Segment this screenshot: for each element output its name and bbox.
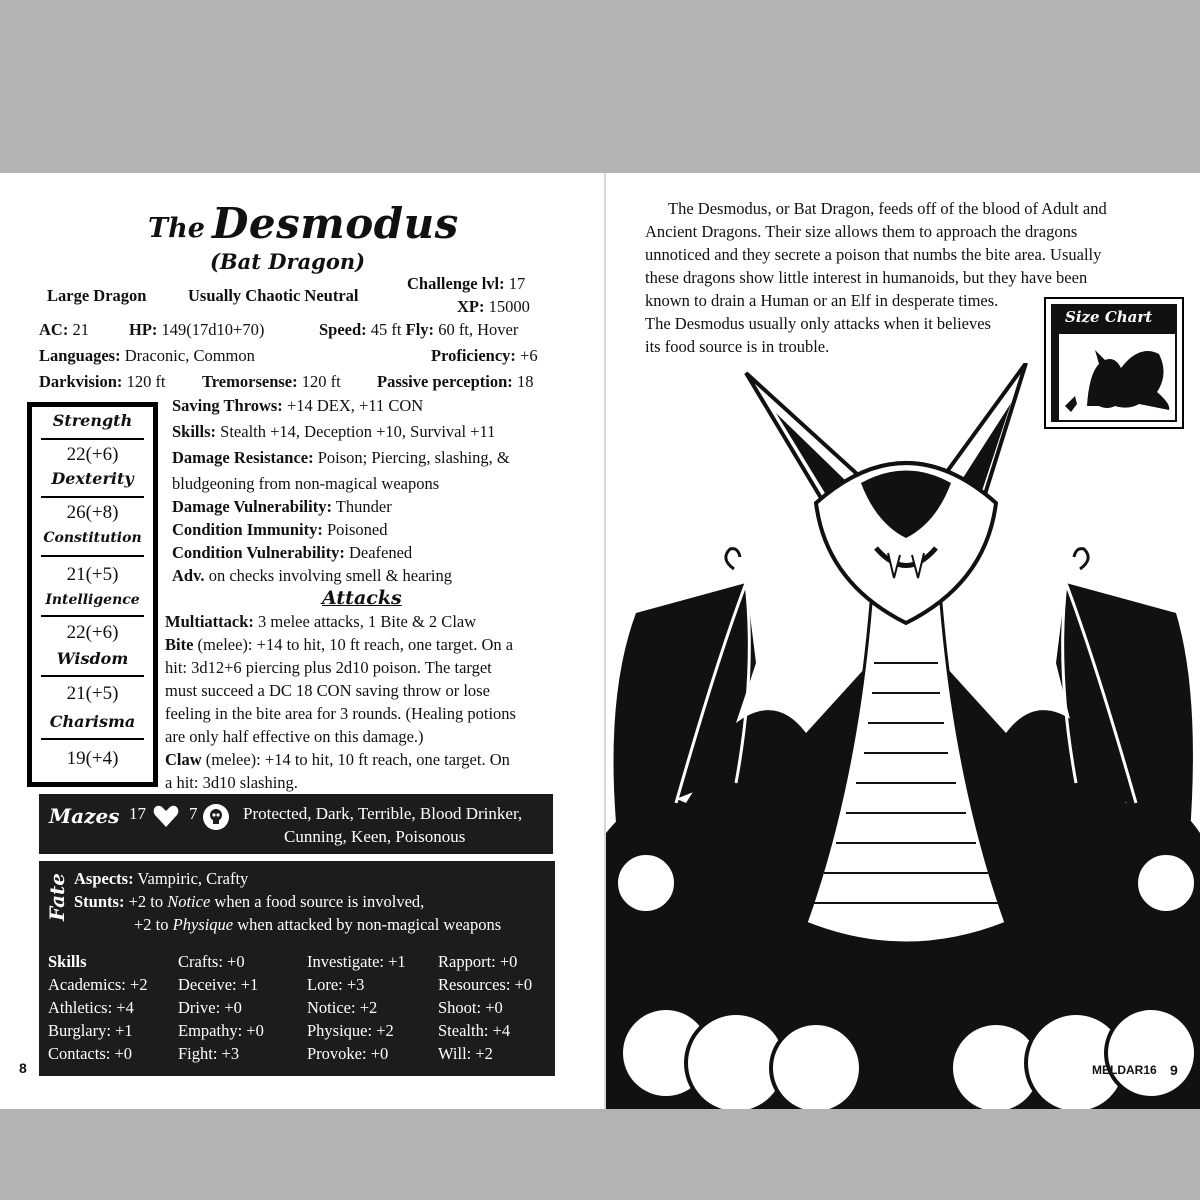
ability-scores-box: [27, 402, 158, 787]
ability-label-charisma: Charisma: [49, 712, 136, 731]
bat-dragon-illustration: [606, 363, 1200, 1109]
claw-label: Claw: [165, 750, 202, 769]
aspects-value: Vampiric, Crafty: [137, 869, 249, 888]
bite-label: Bite: [165, 635, 194, 654]
subtitle: (Bat Dragon): [210, 249, 366, 274]
darkvision-value: 120 ft: [126, 372, 166, 391]
divider: [41, 555, 144, 557]
cond-immunity-value: Poisoned: [326, 520, 388, 539]
mazes-panel: [39, 794, 553, 854]
stunt-line-2: [134, 915, 501, 935]
illustrator-signature: MELDAR16: [1092, 1063, 1157, 1077]
passive-value: 18: [516, 372, 534, 391]
stunt1-em: Notice: [167, 892, 211, 911]
fate-skill: Investigate: +1: [307, 952, 406, 971]
darkvision-line: [39, 371, 166, 393]
fate-skill: Deceive: +1: [178, 975, 259, 994]
title-prefix: The: [148, 213, 205, 244]
hp-value: 149(17d10+70): [161, 320, 265, 339]
languages-value: Draconic, Common: [124, 346, 255, 365]
vulnerability-label: Damage Vulnerability:: [172, 497, 332, 516]
mazes-skulls-value: 7: [189, 804, 198, 823]
ability-label-strength: Strength: [52, 411, 133, 430]
tremorsense-label: Tremorsense:: [202, 372, 298, 391]
fate-skill: Physique: +2: [307, 1021, 394, 1040]
bite-line-2: hit: 3d12+6 piercing plus 2d10 poison. The target: [165, 658, 492, 677]
fate-skill: Resources: +0: [438, 975, 533, 994]
bite-line-3: must succeed a DC 18 CON saving throw or lose: [165, 681, 490, 700]
page-title: Desmodus: [212, 199, 459, 248]
advantage: [172, 565, 452, 587]
fate-skill: Academics: +2: [48, 975, 148, 994]
description-line: Ancient Dragons. Their size allows them to approach the dragons: [645, 222, 1078, 241]
bite-line-1: [165, 634, 513, 656]
ability-label-constitution: Constitution: [43, 530, 142, 546]
fate-skill: Lore: +3: [307, 975, 365, 994]
tremorsense-value: 120 ft: [301, 372, 341, 391]
mazes-traits-line-2: Cunning, Keen, Poisonous: [284, 827, 466, 846]
challenge-label: Challenge lvl:: [407, 274, 505, 293]
divider: [41, 675, 144, 677]
fate-skill: Crafts: +0: [178, 952, 245, 971]
page-number-right: 9: [1170, 1062, 1178, 1078]
xp-label: XP:: [457, 297, 485, 316]
mazes-hearts-value: 17: [129, 804, 146, 823]
multiattack-label: Multiattack:: [165, 612, 254, 631]
ac-label: AC:: [39, 320, 69, 339]
fate-skill: Notice: +2: [307, 998, 378, 1017]
stunt1-post: when a food source is involved,: [214, 892, 425, 911]
fate-panel: [39, 861, 555, 1076]
ability-label-dexterity: Dexterity: [51, 469, 134, 488]
divider: [41, 438, 144, 440]
challenge-value: 17: [508, 274, 526, 293]
passive-label: Passive perception:: [377, 372, 513, 391]
resistance-value: Poison; Piercing, slashing, &: [317, 448, 510, 467]
stunt2-post: when attacked by non-magical weapons: [237, 915, 502, 934]
cond-vuln-label: Condition Vulnerability:: [172, 543, 345, 562]
multiattack: [165, 611, 476, 633]
heart-icon: [153, 804, 179, 828]
fate-skill: Athletics: +4: [48, 998, 134, 1017]
size-chart-label: Size Chart: [1065, 308, 1153, 326]
fate-skill: Rapport: +0: [438, 952, 518, 971]
bite-line-4: feeling in the bite area for 3 rounds. (Healing potions: [165, 704, 516, 723]
mazes-label: Mazes: [49, 804, 120, 828]
fate-skill: Will: +2: [438, 1044, 493, 1063]
aspects-line: [74, 869, 248, 889]
fly-value: 60 ft, Hover: [438, 320, 519, 339]
vulnerability-value: Thunder: [335, 497, 392, 516]
proficiency-line: [431, 345, 538, 367]
skills-value: Stealth +14, Deception +10, Survival +11: [220, 422, 496, 441]
bite-text: (melee): +14 to hit, 10 ft reach, one target. On a: [197, 635, 514, 654]
book-spread: [0, 173, 1200, 1109]
description-line: known to drain a Human or an Elf in desperate times.: [645, 291, 999, 310]
attacks-heading: Attacks: [322, 587, 402, 609]
languages-label: Languages:: [39, 346, 121, 365]
xp-line: [457, 296, 530, 318]
tremorsense-line: [202, 371, 341, 393]
ability-label-intelligence: Intelligence: [45, 592, 140, 608]
size-type: Large Dragon: [47, 286, 147, 305]
proficiency-label: Proficiency:: [431, 346, 516, 365]
fly-label: Fly:: [405, 320, 435, 339]
description-line: unnoticed and they secrete a poison that numbs the bite area. Usually: [645, 245, 1102, 264]
challenge-line: [407, 273, 525, 295]
xp-value: 15000: [488, 297, 530, 316]
claw-line-1: [165, 749, 510, 771]
condition-immunity: [172, 519, 387, 541]
speed-line: [319, 319, 518, 341]
fate-skill: Stealth: +4: [438, 1021, 511, 1040]
adv-value: on checks involving smell & hearing: [208, 566, 453, 585]
damage-resistance-continued: bludgeoning from non-magical weapons: [172, 474, 440, 493]
fate-skill: Provoke: +0: [307, 1044, 389, 1063]
bite-line-5: are only half effective on this damage.): [165, 727, 424, 746]
stunt1-pre: +2 to: [128, 892, 164, 911]
stunts-label: Stunts:: [74, 892, 125, 911]
divider: [41, 738, 144, 740]
ability-value-charisma: 19(+4): [66, 748, 119, 769]
claw-line-2: a hit: 3d10 slashing.: [165, 773, 298, 792]
condition-vulnerability: [172, 542, 412, 564]
skills-label: Skills:: [172, 422, 217, 441]
divider: [41, 496, 144, 498]
cond-immunity-label: Condition Immunity:: [172, 520, 323, 539]
multiattack-value: 3 melee attacks, 1 Bite & 2 Claw: [258, 612, 477, 631]
skills: [172, 421, 495, 443]
fate-skill: Drive: +0: [178, 998, 242, 1017]
description-line: The Desmodus, or Bat Dragon, feeds off of the blood of Adult and: [668, 199, 1107, 218]
stunt-line-1: [74, 892, 424, 912]
stunt2-em: Physique: [172, 915, 234, 934]
saving-throws: [172, 395, 423, 417]
ac-line: [39, 319, 89, 341]
description-line: The Desmodus usually only attacks when it believes: [645, 314, 991, 333]
hp-label: HP:: [129, 320, 158, 339]
passive-line: [377, 371, 533, 393]
ability-value-strength: 22(+6): [66, 444, 119, 465]
alignment: Usually Chaotic Neutral: [188, 286, 359, 305]
divider: [41, 615, 144, 617]
fate-skill: Fight: +3: [178, 1044, 240, 1063]
skull-icon: [203, 804, 229, 830]
hp-line: [129, 319, 264, 341]
saving-label: Saving Throws:: [172, 396, 283, 415]
damage-vulnerability: [172, 496, 392, 518]
description-line: its food source is in trouble.: [645, 337, 830, 356]
adv-label: Adv.: [172, 566, 205, 585]
fate-skill: Burglary: +1: [48, 1021, 133, 1040]
speed-value: 45 ft: [370, 320, 402, 339]
description-line: these dragons show little interest in humanoids, but they have been: [645, 268, 1088, 287]
cond-vuln-value: Deafened: [348, 543, 413, 562]
fate-skill: Empathy: +0: [178, 1021, 264, 1040]
ability-value-intelligence: 22(+6): [66, 622, 119, 643]
ability-label-wisdom: Wisdom: [56, 649, 129, 668]
fate-label: Fate: [45, 872, 70, 922]
aspects-label: Aspects:: [74, 869, 134, 888]
proficiency-value: +6: [520, 346, 538, 365]
fate-skills-header: Skills: [48, 952, 87, 971]
saving-value: +14 DEX, +11 CON: [286, 396, 424, 415]
darkvision-label: Darkvision:: [39, 372, 123, 391]
claw-text: (melee): +14 to hit, 10 ft reach, one target. On: [205, 750, 510, 769]
languages-line: [39, 345, 255, 367]
size-chart: [1046, 299, 1182, 427]
ability-value-wisdom: 21(+5): [66, 683, 119, 704]
fate-skill: Contacts: +0: [48, 1044, 133, 1063]
speed-label: Speed:: [319, 320, 367, 339]
ability-value-dexterity: 26(+8): [66, 502, 119, 523]
dragon-silhouette-icon: [1059, 334, 1175, 420]
page-number-left: 8: [19, 1060, 27, 1076]
resistance-label: Damage Resistance:: [172, 448, 314, 467]
ac-value: 21: [72, 320, 89, 339]
ability-value-constitution: 21(+5): [66, 564, 119, 585]
stunt2-pre: +2 to: [134, 915, 169, 934]
mazes-traits-line-1: Protected, Dark, Terrible, Blood Drinker,: [243, 804, 523, 823]
fate-skill: Shoot: +0: [438, 998, 503, 1017]
damage-resistance: [172, 447, 510, 469]
